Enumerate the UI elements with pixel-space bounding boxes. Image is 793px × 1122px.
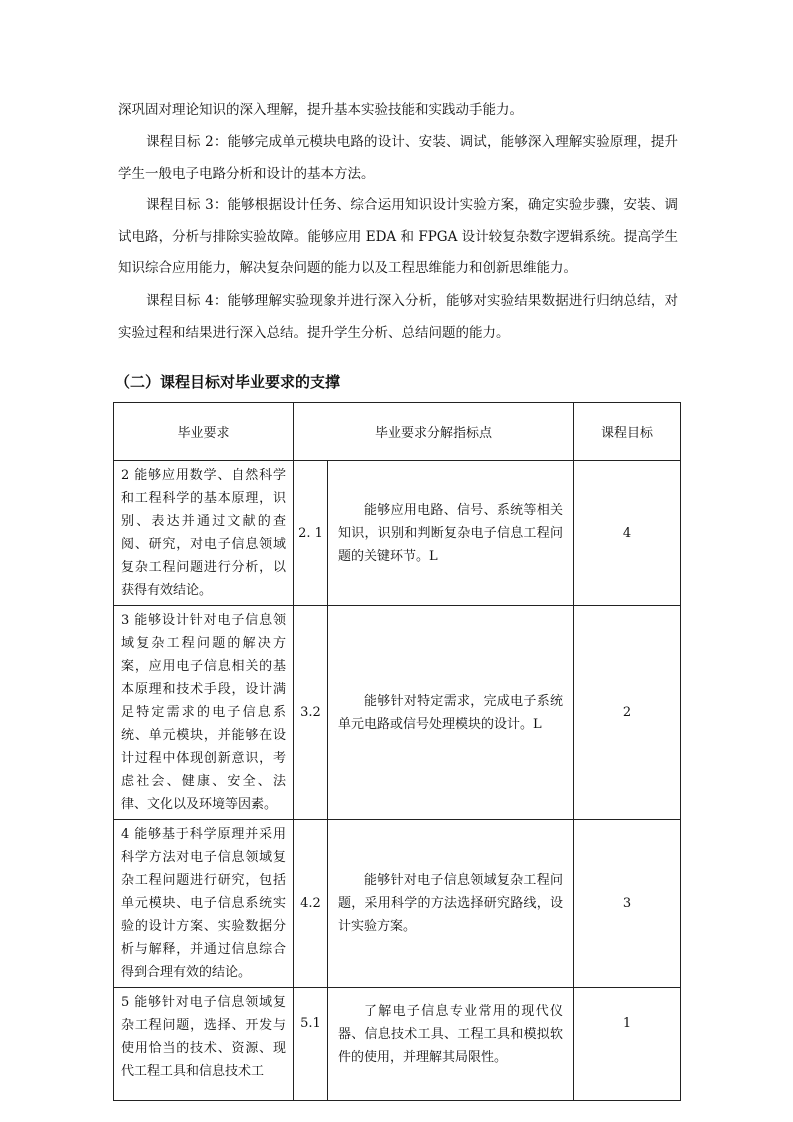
course-goal-cell: 4 [574,461,681,606]
indicator-code-cell: 5.1 [294,988,328,1101]
header-indicator: 毕业要求分解指标点 [294,403,574,461]
intro-paragraph-continued: 深巩固对理论知识的深入理解，提升基本实验技能和实践动手能力。 [118,102,523,118]
course-goal-3-paragraph: 课程目标 3：能够根据设计任务、综合运用知识设计实验方案，确定实验步骤，安装、调试电路，分析与排除实验故障。能够应用 EDA 和 FPGA 设计较复杂数字逻辑系统。提高学生知识综合应用能力，解决复杂问题的能力以及工程思维能力和创新思维能力。 [118,197,678,276]
support-table [113,402,681,1101]
course-goal-cell: 1 [574,988,681,1101]
table-header-row [114,403,681,461]
course-goal-4-paragraph: 课程目标 4：能够理解实验现象并进行深入分析，能够对实验结果数据进行归纳总结，对实验过程和结果进行深入总结。提升学生分析、总结问题的能力。 [118,293,678,341]
course-goal-2-paragraph: 课程目标 2：能够完成单元模块电路的设计、安装、调试，能够深入理解实验原理，提升学生一般电子电路分析和设计的基本方法。 [118,134,678,182]
requirement-cell: 4 能够基于科学原理并采用科学方法对电子信息领域复杂工程问题进行研究，包括单元模块、电子信息系统实验的设计方案、实验数据分析与解释，并通过信息综合得到合理有效的结论。 [114,820,294,988]
course-goal-cell: 3 [574,820,681,988]
requirement-cell: 5 能够针对电子信息领域复杂工程问题，选择、开发与使用恰当的技术、资源、现代工程工具和信息技术工 [114,988,294,1101]
requirement-cell: 3 能够设计针对电子信息领域复杂工程问题的解决方案，应用电子信息相关的基本原理和技术手段，设计满足特定需求的电子信息系统、单元模块，并能够在设计过程中体现创新意识，考虑社会、健康、安全、法律、文化以及环境等因素。 [114,606,294,820]
header-course-goal: 课程目标 [574,403,681,461]
table-row [114,461,681,606]
requirement-cell: 2 能够应用数学、自然科学和工程科学的基本原理，识别、表达并通过文献的查阅、研究，对电子信息领域复杂工程问题进行分析，以获得有效结论。 [114,461,294,606]
indicator-code-cell: 3.2 [294,606,328,820]
indicator-description-cell: 能够针对电子信息领域复杂工程问题，采用科学的方法选择研究路线，设计实验方案。 [328,820,574,988]
indicator-description-cell: 能够针对特定需求，完成电子系统单元电路或信号处理模块的设计。L [328,606,574,820]
table-row [114,988,681,1101]
table-row [114,820,681,988]
indicator-code-cell: 4.2 [294,820,328,988]
indicator-description-cell: 能够应用电路、信号、系统等相关知识，识别和判断复杂电子信息工程问题的关键环节。L [328,461,574,606]
header-requirement: 毕业要求 [114,403,294,461]
course-goal-cell: 2 [574,606,681,820]
section-heading: （二）课程目标对毕业要求的支撑 [115,373,341,391]
table-row [114,606,681,820]
indicator-description-cell: 了解电子信息专业常用的现代仪器、信息技术工具、工程工具和模拟软件的使用，并理解其局限性。 [328,988,574,1101]
indicator-code-cell: 2. 1 [294,461,328,606]
